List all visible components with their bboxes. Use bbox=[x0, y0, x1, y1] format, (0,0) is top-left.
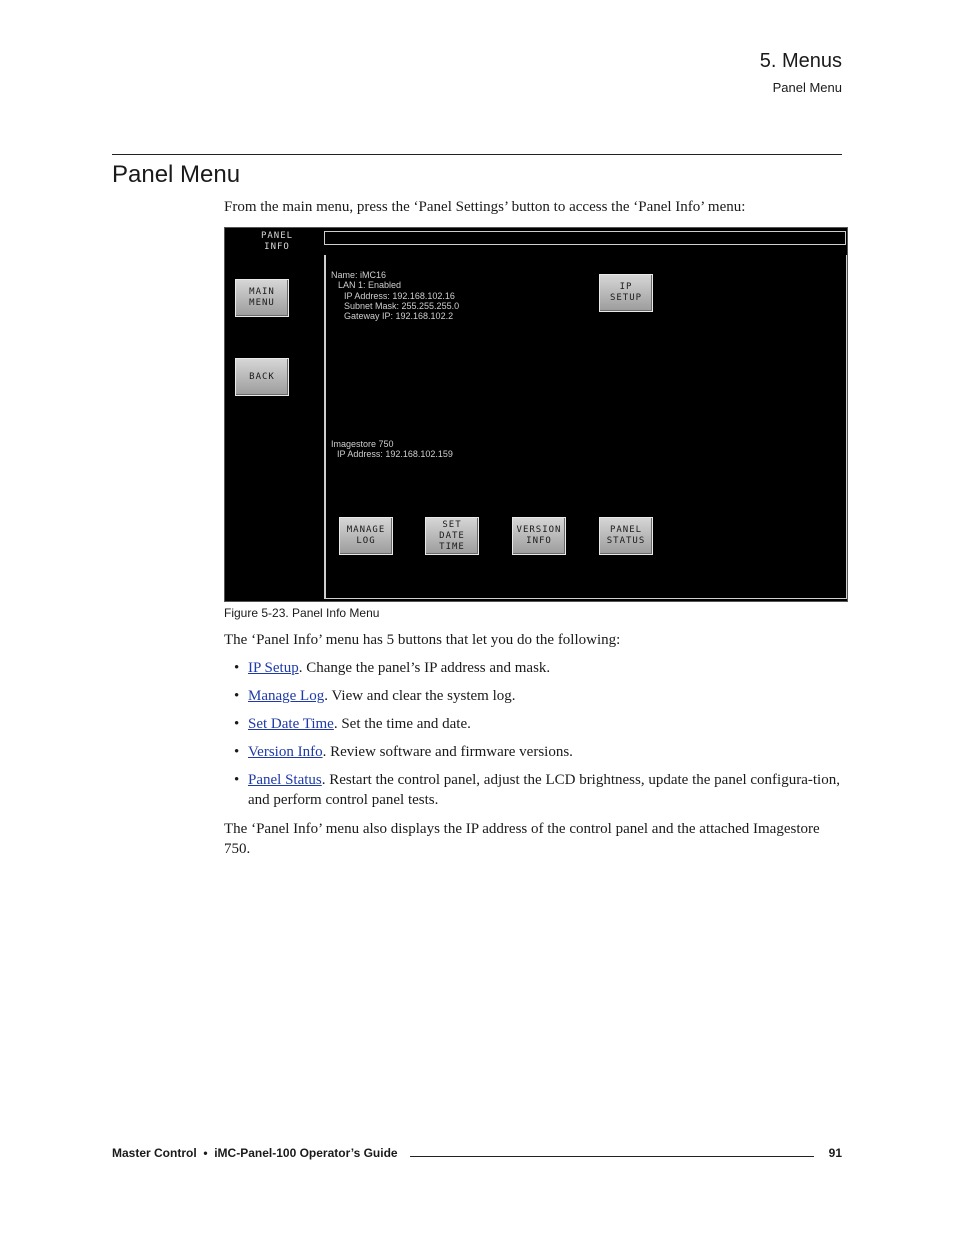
list-item bbox=[234, 658, 844, 678]
imagestore-ip-text: IP Address: 192.168.102.159 bbox=[337, 449, 453, 459]
main-menu-button[interactable]: MAIN MENU bbox=[235, 279, 289, 317]
lcd-menu-title: PANEL INFO bbox=[260, 231, 294, 252]
list-item bbox=[234, 686, 844, 706]
manage-log-link[interactable]: Manage Log bbox=[248, 688, 325, 704]
list-item bbox=[234, 770, 844, 810]
panel-ip-text: IP Address: 192.168.102.16 bbox=[344, 291, 455, 301]
lcd-title-bar bbox=[324, 231, 846, 244]
subnet-mask-text: Subnet Mask: 255.255.255.0 bbox=[344, 301, 460, 311]
lcd-title-line bbox=[324, 244, 846, 245]
list-item-text: . View and clear the system log. bbox=[324, 688, 516, 704]
figure-caption: Figure 5-23. Panel Info Menu bbox=[224, 606, 380, 620]
panel-name-text: Name: iMC16 bbox=[331, 270, 387, 280]
list-item bbox=[234, 714, 844, 734]
list-item-text: . Restart the control panel, adjust the LCD brightness, update the panel configura-tion, and perform control panel tests. bbox=[248, 772, 840, 808]
section-subheading: Panel Menu bbox=[772, 80, 842, 95]
list-item-text: . Review software and firmware versions. bbox=[322, 744, 573, 760]
intro-paragraph: From the main menu, press the ‘Panel Settings’ button to access the ‘Panel Info’ menu: bbox=[224, 199, 746, 215]
list-item-text: . Set the time and date. bbox=[333, 716, 471, 732]
version-info-button[interactable]: VERSION INFO bbox=[512, 517, 566, 555]
set-date-time-button[interactable]: SET DATE TIME bbox=[425, 517, 479, 555]
footer-divider bbox=[410, 1156, 814, 1157]
body-paragraph-2: The ‘Panel Info’ menu also displays the IP address of the control panel and the attached Imagestore 750. bbox=[224, 821, 820, 857]
gateway-ip-text: Gateway IP: 192.168.102.2 bbox=[344, 311, 454, 321]
ip-setup-link[interactable]: IP Setup bbox=[248, 660, 299, 676]
page-number: 91 bbox=[828, 1146, 842, 1160]
version-info-link[interactable]: Version Info bbox=[248, 744, 323, 760]
chapter-heading: 5. Menus bbox=[759, 50, 842, 72]
lan-status-text: LAN 1: Enabled bbox=[338, 280, 402, 290]
list-item-text: . Change the panel’s IP address and mask. bbox=[298, 660, 551, 676]
list-item bbox=[234, 742, 844, 762]
back-button[interactable]: BACK bbox=[235, 358, 289, 396]
set-date-time-link[interactable]: Set Date Time bbox=[248, 716, 334, 732]
button-list bbox=[234, 658, 844, 818]
page-title: Panel Menu bbox=[112, 161, 241, 188]
footer-title: Master Control • iMC-Panel-100 Operator’s Guide bbox=[112, 1146, 398, 1160]
header-divider bbox=[112, 154, 842, 155]
manage-log-button[interactable]: MANAGE LOG bbox=[339, 517, 393, 555]
panel-status-link[interactable]: Panel Status bbox=[248, 772, 322, 788]
imagestore-name-text: Imagestore 750 bbox=[331, 439, 394, 449]
ip-setup-button[interactable]: IP SETUP bbox=[599, 274, 653, 312]
body-paragraph-1: The ‘Panel Info’ menu has 5 buttons that let you do the following: bbox=[224, 632, 621, 648]
panel-status-button[interactable]: PANEL STATUS bbox=[599, 517, 653, 555]
panel-info-screenshot bbox=[224, 227, 848, 602]
